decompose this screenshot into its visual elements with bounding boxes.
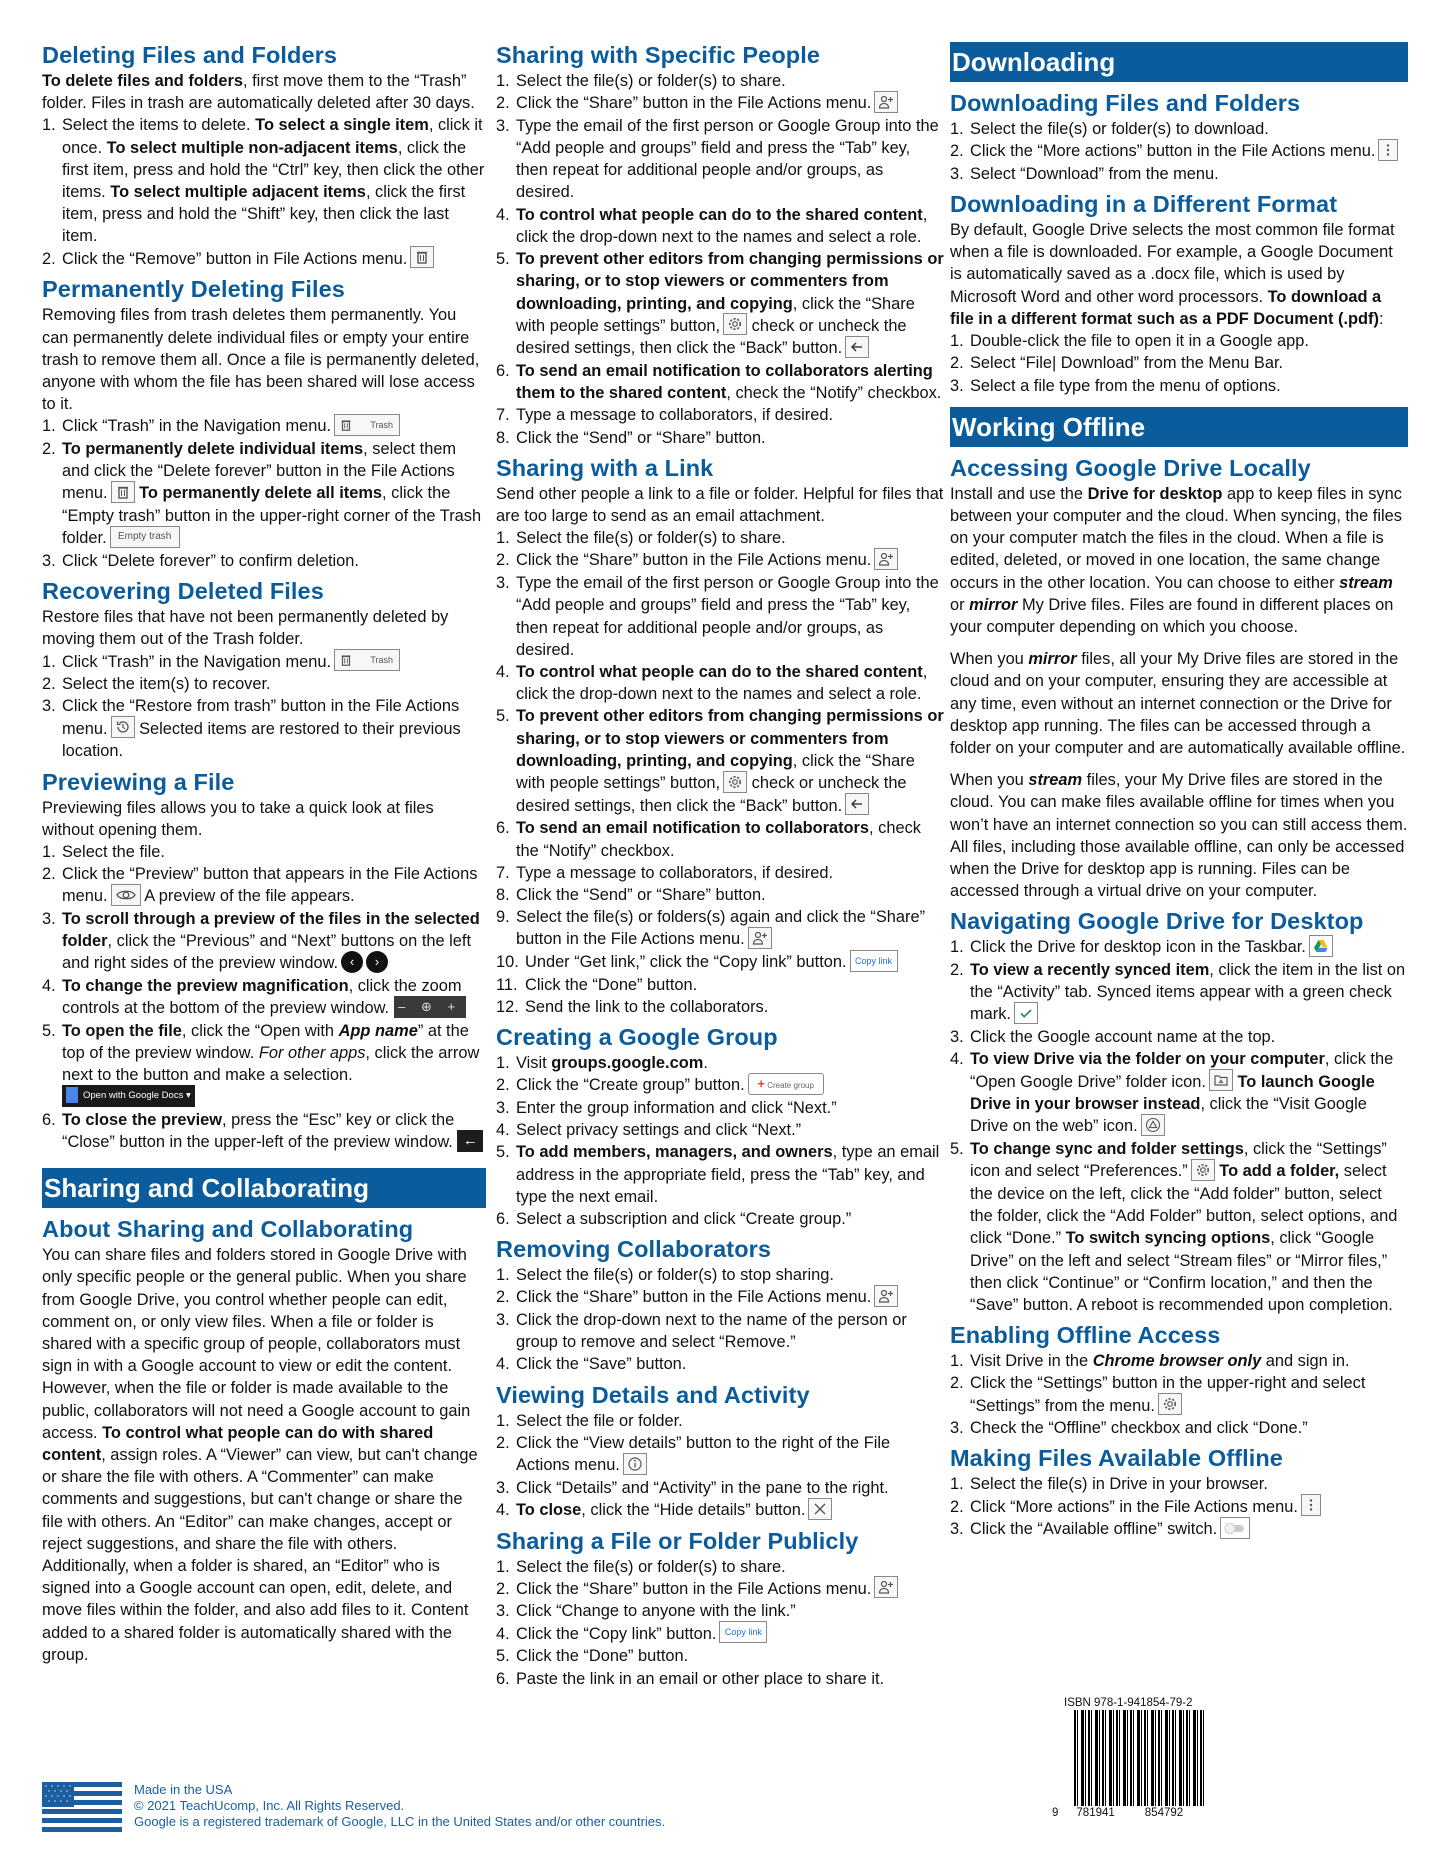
step-5: 5. To prevent other editors from changing permissions or sharing, or to stop viewers or commenters from downloading, printing, and copying, click the “Share with people settings” button, check or uncheck the desired settings, then click the “Back” button. xyxy=(496,707,944,815)
section-about-sharing xyxy=(42,1214,486,1666)
more-actions-icon[interactable] xyxy=(1301,1494,1321,1516)
heading-removing-collaborators: Removing Collaborators xyxy=(496,1236,772,1263)
step-1: 1. Visit groups.google.com. xyxy=(496,1054,708,1073)
us-flag-icon xyxy=(42,1782,122,1832)
heading-deleting-files: Deleting Files and Folders xyxy=(42,42,338,68)
step-4: 4. To close, click the “Hide details” button. xyxy=(496,1499,944,1522)
recover-intro: Restore files that have not been permanently deleted by moving them out of the Trash folder. xyxy=(42,608,449,649)
trash-nav-button[interactable]: Trash xyxy=(334,414,400,436)
step-2: 2. Click the “Remove” button in File Actions menu. xyxy=(42,248,486,271)
step-1: 1. Select the file(s) in Drive in your browser. xyxy=(950,1475,1268,1494)
zoom-controls[interactable]: – ⊕ + xyxy=(394,996,466,1018)
step-5: 5. To prevent other editors from changing permissions or sharing, or to stop viewers or commenters from downloading, printing, and copying, click the “Share with people settings” button, check or uncheck the desired settings, then click the “Back” button. xyxy=(496,250,944,358)
step-5: 5. Click the “Done” button. xyxy=(496,1647,689,1666)
delete-forever-icon[interactable] xyxy=(111,481,135,503)
footer-text xyxy=(134,1782,665,1830)
step-2: 2. To permanently delete individual items, select them and click the “Delete forever” button in the File Actions menu. To permanently delete all items, click the “Empty trash” button in the upper-right corner of the Trash folder. Empty trash xyxy=(42,439,482,548)
open-with-button[interactable]: Open with Google Docs ▾ xyxy=(62,1085,195,1107)
step-8: 8. Click the “Send” or “Share” button. xyxy=(496,428,766,447)
step-9: 9. Select the file(s) or folders(s) again and click the “Share” button in the File Actions menu. xyxy=(496,908,926,949)
step-3: 3. Check the “Offline” checkbox and click “Done.” xyxy=(950,1419,1308,1438)
offline-toggle-icon[interactable] xyxy=(1220,1517,1250,1539)
step-1: 1. Click “Trash” in the Navigation menu. Trash xyxy=(42,415,486,438)
format-intro: By default, Google Drive selects the most common file format when a file is downloaded. For example, a Google Document is automatically saved as a .docx file, which is used by Microsoft Word and other word processors. To download a file in a different format such as a PDF Document (.pdf): xyxy=(950,221,1395,328)
step-7: 7. Type a message to collaborators, if desired. xyxy=(496,863,834,882)
step-1: 1. Select the file. xyxy=(42,842,165,861)
section-navigating-desktop xyxy=(950,906,1408,1316)
step-3: 3. Type the email of the first person or Google Group into the “Add people and groups” field and press the “Tab” key, then repeat for additional people and/or groups, as desired. xyxy=(496,116,939,202)
step-12: 12. Send the link to the collaborators. xyxy=(496,997,769,1016)
step-3: 3. Click “Change to anyone with the link.” xyxy=(496,1602,796,1621)
intro-text: , first move them to the “Trash” folder. Files in trash are automatically deleted after 30 days. xyxy=(42,72,475,113)
middle-column xyxy=(496,36,944,1690)
plus-icon: + xyxy=(757,1075,765,1091)
step-2: 2. Click the “Share” button in the File Actions menu. xyxy=(496,1286,944,1309)
step-1: 1. Double-click the file to open it in a Google app. xyxy=(950,332,1309,351)
gear-icon[interactable] xyxy=(723,313,747,335)
heading-previewing: Previewing a File xyxy=(42,768,235,795)
drive-desktop-icon[interactable] xyxy=(1309,935,1333,957)
step-2: 2. Click the “Share” button in the File Actions menu. xyxy=(496,1578,944,1601)
step-8: 8. Click the “Send” or “Share” button. xyxy=(496,885,766,904)
docs-icon xyxy=(66,1087,78,1103)
step-1: 1. Select the file(s) or folder(s) to download. xyxy=(950,120,1269,138)
next-icon[interactable]: › xyxy=(366,951,388,973)
heading-downloading-files: Downloading Files and Folders xyxy=(950,90,1301,116)
step-1: 1. Visit Drive in the Chrome browser only and sign in. xyxy=(950,1352,1350,1371)
heading-downloading-format: Downloading in a Different Format xyxy=(950,191,1338,218)
step-4: 4. Click the “Save” button. xyxy=(496,1355,687,1374)
section-sharing-specific-people xyxy=(496,40,944,449)
step-3: 3. Click the drop-down next to the name of the person or group to remove and select “Remove.” xyxy=(496,1311,907,1352)
heading-creating-group: Creating a Google Group xyxy=(496,1024,778,1051)
step-1: 1. Select the file(s) or folder(s) to share. xyxy=(496,529,786,548)
create-group-button[interactable]: + Create group xyxy=(748,1073,824,1095)
heading-accessing-locally: Accessing Google Drive Locally xyxy=(950,454,1311,481)
step-1: 1. Select the file(s) or folder(s) to share. xyxy=(496,72,786,90)
step-2: 2. Select “File| Download” from the Menu Bar. xyxy=(950,354,1284,373)
folder-icon[interactable] xyxy=(1209,1069,1233,1091)
share-person-add-icon[interactable] xyxy=(874,1285,898,1307)
banner-sharing-collaborating: Sharing and Collaborating xyxy=(42,1168,486,1208)
section-permanently-deleting xyxy=(42,274,486,572)
section-sharing-link xyxy=(496,453,944,1018)
step-6: 6. Paste the link in an email or other place to share it. xyxy=(496,1669,885,1688)
step-2: 2. Click “More actions” in the File Actions menu. xyxy=(950,1496,1408,1519)
back-arrow-icon[interactable] xyxy=(845,336,869,358)
section-available-offline xyxy=(950,1443,1408,1541)
right-column xyxy=(950,36,1408,1541)
step-4: 4. To view Drive via the folder on your computer, click the “Open Google Drive” folder icon. To launch Google Drive in your browser instead, click the “Visit Google Drive on the web” icon. xyxy=(950,1050,1394,1136)
step-3: 3. Click “Delete forever” to confirm deletion. xyxy=(42,551,359,570)
step-1: 1. Click the Drive for desktop icon in the Taskbar. xyxy=(950,936,1408,959)
copy-link-button[interactable]: Copy link xyxy=(719,1621,767,1643)
heading-sharing-link: Sharing with a Link xyxy=(496,454,714,481)
intro-bold: To delete files and folders xyxy=(42,72,243,90)
perm-intro: Removing files from trash deletes them permanently. You can permanently delete individual files or empty your entire trash to remove them all. Once a file is permanently deleted, anyone with whom the file has been shared will lose access to it. xyxy=(42,306,480,414)
heading-recovering: Recovering Deleted Files xyxy=(42,578,324,605)
copyright: © 2021 TeachUcomp, Inc. All Rights Reserved. xyxy=(134,1798,405,1813)
section-previewing xyxy=(42,767,486,1155)
heading-available-offline: Making Files Available Offline xyxy=(950,1445,1283,1472)
step-4: 4. To change the preview magnification, click the zoom controls at the bottom of the preview window. – ⊕ + xyxy=(42,975,486,1020)
step-4: 4. Select privacy settings and click “Next.” xyxy=(496,1121,802,1140)
gear-icon[interactable] xyxy=(723,771,747,793)
banner-downloading: Downloading xyxy=(950,42,1408,82)
previous-icon[interactable]: ‹ xyxy=(341,951,363,973)
gear-icon[interactable] xyxy=(1191,1159,1215,1181)
step-5: 5. To add members, managers, and owners, type an email address in the appropriate field, press the “Tab” key, and type the next email. xyxy=(496,1143,940,1206)
step-10: 10. Under “Get link,” click the “Copy link” button. Copy link xyxy=(496,951,944,974)
isbn-barcode xyxy=(1052,1696,1212,1820)
close-icon[interactable] xyxy=(808,1498,832,1520)
banner-working-offline: Working Offline xyxy=(950,407,1408,447)
step-6: 6. To close the preview, press the “Esc” key or click the “Close” button in the upper-left of the preview window. ← xyxy=(42,1109,486,1154)
heading-permanently-deleting: Permanently Deleting Files xyxy=(42,276,345,303)
share-person-add-icon[interactable] xyxy=(874,1576,898,1598)
step-2: 2. Click the “View details” button to the right of the File Actions menu. xyxy=(496,1433,891,1475)
groups-link[interactable]: groups.google.com xyxy=(551,1054,704,1073)
step-1: 1. Click “Trash” in the Navigation menu. Trash xyxy=(42,651,486,674)
step-2: 2. Click the “Preview” button that appears in the File Actions menu. A preview of the file appears. xyxy=(42,865,478,906)
copy-link-button[interactable]: Copy link xyxy=(850,950,898,972)
section-downloading-files xyxy=(950,88,1408,185)
step-1: 1. Select the items to delete. To select a single item, click it once. To select multiple non-adjacent items, click the first item, press and hold the “Ctrl” key, then click the other items. To select multiple adjacent items, click the first item, press and hold the “Shift” key, then click the last item. xyxy=(42,116,485,246)
step-6: 6. Select a subscription and click “Create group.” xyxy=(496,1209,852,1228)
gear-icon[interactable] xyxy=(1158,1393,1182,1415)
step-4: 4. Click the “Copy link” button. Copy link xyxy=(496,1623,944,1646)
more-actions-icon[interactable] xyxy=(1378,139,1398,161)
heading-about-sharing: About Sharing and Collaborating xyxy=(42,1216,414,1243)
heading-enabling-offline: Enabling Offline Access xyxy=(950,1322,1221,1349)
step-2: 2. Click the “Share” button in the File Actions menu. xyxy=(496,549,944,572)
section-removing-collaborators xyxy=(496,1234,944,1375)
step-3: 3. Select a file type from the menu of options. xyxy=(950,376,1281,395)
heading-sharing-publicly: Sharing a File or Folder Publicly xyxy=(496,1527,859,1554)
barcode-digits: 9 781941 854792 xyxy=(1052,1807,1184,1819)
step-3: 3. Type the email of the first person or Google Group into the “Add people and groups” field and press the “Tab” key, then repeat for additional people and/or groups, as desired. xyxy=(496,574,939,659)
heading-viewing-details: Viewing Details and Activity xyxy=(496,1381,810,1408)
step-3: 3. Click the “Restore from trash” button in the File Actions menu. Selected items are restored to their previous location. xyxy=(42,697,461,761)
green-check-icon xyxy=(1014,1002,1038,1024)
share-person-add-icon[interactable] xyxy=(874,548,898,570)
trash-nav-button[interactable]: Trash xyxy=(334,649,400,671)
step-3: 3. To scroll through a preview of the files in the selected folder, click the “Previous” and “Next” buttons on the left and right sides of the preview window. ‹ › xyxy=(42,909,480,973)
local-p3: When you stream files, your My Drive files are stored in the cloud. You can make files available offline for times when you won’t have an internet connection so you can still access them. All files, including those available offline, can only be accessed when the Drive for desktop app is running. Files can be accessed through a virtual drive on your computer. xyxy=(950,771,1408,901)
step-3: 3. Click “Details” and “Activity” in the pane to the right. xyxy=(496,1478,889,1497)
section-creating-group xyxy=(496,1022,944,1230)
drive-web-icon[interactable] xyxy=(1141,1114,1165,1136)
step-1: 1. Select the file(s) or folder(s) to stop sharing. xyxy=(496,1266,834,1285)
step-6: 6. To send an email notification to collaborators alerting them to the shared content, check the “Notify” checkbox. xyxy=(496,362,942,403)
local-p2: When you mirror files, all your My Drive files are stored in the cloud and on your computer, ensuring they are accessible at any time, even without an internet connection or the Drive for desktop app running. The files can be accessed through a folder on your computer and are automatically available offline. xyxy=(950,650,1406,757)
step-2: 2. Click the “Share” button in the File Actions menu. xyxy=(496,92,944,115)
section-accessing-locally xyxy=(950,453,1408,903)
step-5: 5. To open the file, click the “Open with App name” at the top of the preview window. For other apps, click the arrow next to the button and make a selection. Open with Google Docs ▾ xyxy=(42,1020,486,1109)
empty-trash-button[interactable]: Empty trash xyxy=(110,526,180,548)
share-person-add-icon[interactable] xyxy=(748,927,772,949)
step-3: 3. Enter the group information and click “Next.” xyxy=(496,1098,837,1117)
step-4: 4. To control what people can do to the shared content, click the drop-down next to the names and select a role. xyxy=(496,205,928,246)
eye-icon[interactable] xyxy=(111,884,141,906)
step-5: 5. To change sync and folder settings, click the “Settings” icon and select “Preferences.” To add a folder, select the device on the left, click the “Add folder” button, select the folder, click the “Add Folder” button, select options, and click “Done.” To switch syncing options, click “Google Drive” on the left and select “Stream files” or “Mirror files,” then click “Continue” or “Confirm location,” and then the “Save” button. A reboot is recommended upon completion. xyxy=(950,1140,1398,1314)
left-column xyxy=(42,36,486,1666)
step-1: 1. Select the file or folder. xyxy=(496,1411,683,1430)
step-2: 2. To view a recently synced item, click the item in the list on the “Activity” tab. Synced items appear with a green check mark. xyxy=(950,961,1406,1024)
step-2: 2. Click the “More actions” button in the File Actions menu. xyxy=(950,140,1408,163)
section-deleting-files xyxy=(42,40,486,270)
section-enabling-offline xyxy=(950,1320,1408,1439)
step-1: 1. Select the file(s) or folder(s) to share. xyxy=(496,1557,786,1576)
local-p1: Install and use the Drive for desktop app to keep files in sync between your computer and the cloud. When syncing, the files on your computer match the files in the cloud. When a file is edited, deleted, or moved in one location, the same change occurs in the other location. You can choose to either stream or mirror My Drive files. Files are found in different places on your computer depending on which you choose. xyxy=(950,484,1402,636)
section-downloading-format xyxy=(950,189,1408,397)
step-3: 3. Select “Download” from the menu. xyxy=(950,164,1219,183)
step-7: 7. Type a message to collaborators, if desired. xyxy=(496,406,834,425)
isbn-label: ISBN 978-1-941854-79-2 xyxy=(1064,1697,1193,1709)
heading-navigating-desktop: Navigating Google Drive for Desktop xyxy=(950,908,1364,935)
section-sharing-publicly xyxy=(496,1526,944,1690)
step-6: 6. To send an email notification to collaborators, check the “Notify” checkbox. xyxy=(496,819,921,860)
step-4: 4. To control what people can do to the shared content, click the drop-down next to the names and select a role. xyxy=(496,662,928,704)
preview-intro: Previewing files allows you to take a quick look at files without opening them. xyxy=(42,798,434,839)
restore-icon[interactable] xyxy=(111,716,135,738)
about-text: You can share files and folders stored in Google Drive with only specific people or the general public. When you share from Google Drive, you control whether people can edit, comment on, or only view files. When a file or folder is shared with a specific group of people, collaborators must sign in with a Google account to view or edit the content. However, when the file or folder is made available to the public, collaborators will not need a Google account to gain access. To control what people can do with shared content, assign roles. A “Viewer” can view, but can't change or share the file with others. A “Commenter” can make comments and suggestions, but can't change or share the file with others. An “Editor” can make changes, accept or reject suggestions, and share the file with others. Additionally, when a folder is shared, an “Editor” who is signed into a Google account can open, edit, delete, and move files within the folder, and also add files to it. Content added to a shared folder is automatically shared with the group. xyxy=(42,1246,478,1664)
step-3: 3. Click the Google account name at the top. xyxy=(950,1028,1276,1047)
step-2: 2. Click the “Create group” button. + Create group xyxy=(496,1074,944,1097)
share-person-add-icon[interactable] xyxy=(874,91,898,113)
made-in-usa: Made in the USA xyxy=(134,1782,233,1797)
section-recovering xyxy=(42,576,486,762)
step-11: 11. Click the “Done” button. xyxy=(496,975,698,994)
step-2: 2. Click the “Settings” button in the upper-right and select “Settings” from the menu. xyxy=(950,1374,1366,1415)
step-3: 3. Click the “Available offline” switch. xyxy=(950,1518,1408,1541)
step-2: 2. Select the item(s) to recover. xyxy=(42,675,271,694)
back-arrow-icon[interactable] xyxy=(845,793,869,815)
close-preview-icon[interactable]: ← xyxy=(457,1130,483,1152)
info-icon[interactable] xyxy=(623,1453,647,1475)
trademark-notice: Google is a registered trademark of Google, LLC in the United States and/or other countries. xyxy=(134,1814,666,1829)
heading-sharing-specific: Sharing with Specific People xyxy=(496,42,821,68)
dropdown-arrow-icon[interactable]: ▾ xyxy=(185,1090,191,1102)
section-viewing-details xyxy=(496,1380,944,1522)
barcode-bars xyxy=(1074,1710,1204,1806)
trash-icon[interactable] xyxy=(410,246,434,268)
link-intro: Send other people a link to a file or folder. Helpful for files that are too large to send as an email attachment. xyxy=(496,484,944,526)
